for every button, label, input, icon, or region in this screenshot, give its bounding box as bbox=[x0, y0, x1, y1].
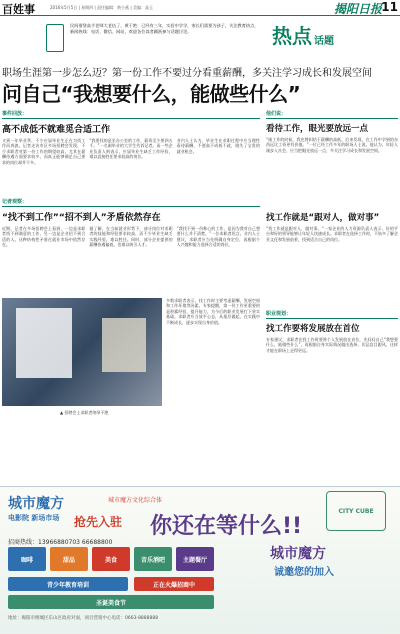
banner-topic-label: 话题 bbox=[314, 36, 334, 47]
ad-title: 城市魔方 bbox=[8, 496, 64, 512]
newspaper-brand: 揭阳日报 bbox=[333, 2, 382, 16]
city-cube-advert bbox=[0, 486, 400, 634]
section-body bbox=[266, 337, 398, 457]
main-column bbox=[2, 110, 260, 304]
body-column: “找工作就是跟对人，做对事。”一家企业的人力资源负责人表示，好的平台和好的领导能够让年轻人快速成长。求职者在选择工作时，不妨多了解企业文化和发展前景，找到适合自己的岗位。 bbox=[266, 226, 398, 242]
section-body bbox=[2, 138, 260, 194]
section-label: 职业规划： bbox=[266, 310, 398, 319]
page-header bbox=[0, 0, 400, 16]
body-column: “我要找的是坐办公室的工作，薪资至少要四五千。”一名刚毕业的大学生告诉记者。而一些企业负责人则表示，应届毕业生缺乏工作经验，难以直接胜任要求较高的岗位。 bbox=[89, 138, 173, 160]
banner-text: 民间借贷高手老师大老伍了，黄于艳：已经有三年，实验中学学，家长们需要为孩子，关注教育热点，新闻热线：电话、微信、网站，欢迎各位读者踊跃参与话题讨论。 bbox=[70, 23, 259, 34]
article-kicker: 职场生涯第一步怎么迈？第一份工作不要过分看重薪酬，多关注学习成长和发展空间 bbox=[2, 68, 372, 79]
section-label: 他们说： bbox=[266, 110, 398, 119]
body-column: 又到一年毕业季，不少应届毕业生正在为找工作而奔波。记者走访市区多场招聘会发现，不少求职者对第一份工作的期望较高，尤其在薪酬待遇方面要求较多，而真正能够满足自己要求的岗位却并不多。 bbox=[2, 138, 86, 165]
ad-category-tile: 美食 bbox=[92, 547, 130, 571]
section-label: 事件回放： bbox=[2, 110, 260, 119]
body-column: 近期，记者在多场招聘会上看到，一边是求职者找不到满意的工作，另一边是企业招不到合适的人。这种结构性矛盾在就业市场中依然存在。 bbox=[2, 226, 86, 248]
issue-meta: 2016年5月5日 | 星期四 | 责任编辑：黄小燕 | 美编：高玉 bbox=[50, 5, 153, 10]
ad-line: 电影院 新场市场 bbox=[8, 514, 60, 522]
section-title: 看待工作，眼光要放远一点 bbox=[266, 124, 369, 134]
ad-phone: 招商热线：13966880703 66688800 bbox=[8, 539, 113, 546]
ad-cta: 抢先入驻 bbox=[74, 515, 123, 529]
article-headline: 问自己“我想要什么，能做些什么” bbox=[2, 82, 301, 106]
body-column: “我找不到一份称心的工作，是因为我对自己想要什么并不清楚。”一位求职者坦言。业内人士建议，求职者应当先明确自身定位，再根据个人兴趣和能力选择合适的岗位。 bbox=[176, 226, 260, 248]
banner-decoration-icon bbox=[46, 24, 64, 52]
ad-right-subtitle: 诚邀您的加入 bbox=[274, 567, 334, 578]
section-body bbox=[266, 226, 398, 306]
ad-footer: 地址：揭阳市榕城区东山区政府对面，项目营销中心电话：0663-8888888 bbox=[8, 616, 159, 621]
body-column: 专家建议，求职者在找工作时要将个人发展放在首位，先问问自己“我想要什么，能做些什么”，再根据自身实际情况做出选择，切忌盲目跟风，这样才能在职场上走得更远。 bbox=[266, 337, 398, 353]
ad-category-tile: 甜品 bbox=[50, 547, 88, 571]
ad-category-tile: 主题餐厅 bbox=[176, 547, 214, 571]
section-title: 找工作要将发展放在首位 bbox=[266, 324, 360, 334]
ad-bar: 青少年教育培训 bbox=[8, 577, 128, 591]
ad-big-text: 你还在等什么!! bbox=[150, 514, 303, 539]
section-label: 记者观察： bbox=[2, 198, 260, 207]
job-fair-photo bbox=[2, 298, 162, 406]
ad-right-title: 城市魔方 bbox=[270, 546, 326, 562]
photo-sign-shape bbox=[102, 318, 146, 372]
section-title: 百姓事 bbox=[2, 3, 35, 16]
right-column bbox=[266, 110, 398, 457]
banner-hot-label: 热点 bbox=[272, 24, 312, 48]
ad-category-tile: 音乐酒吧 bbox=[134, 547, 172, 571]
city-cube-logo-icon: CITY CUBE bbox=[326, 491, 386, 531]
ad-bar: 正在火爆招商中 bbox=[134, 577, 214, 591]
body-column: 业内人士认为，毕业生在求职过程中应当理性看待薪酬，不要高不成低不就，错失了宝贵的就业机会。 bbox=[176, 138, 260, 154]
hot-topic-banner bbox=[40, 18, 398, 58]
photo-caption: ▲ 招聘会上求职者络绎不绝 bbox=[60, 410, 109, 415]
section-title: “找不到工作”“招不到人”矛盾依然存在 bbox=[2, 213, 161, 223]
section-body bbox=[2, 226, 260, 304]
body-column: 多数求职者表示，找工作时主要考虑薪酬、发展空间和工作环境等因素。专家提醒，第一份工作更重要的是积累经验、提升能力，为今后的职业发展打下坚实基础。求职者应当放平心态，从基层做起，在实践中不断成长，逐步实现自身价值。 bbox=[166, 298, 260, 325]
page-number: 11 bbox=[381, 0, 398, 14]
ad-bar: 圣诞美食节 bbox=[8, 595, 214, 609]
body-column: 据了解，在当前就业形势下，部分岗位对求职者的技能和经验要求较高，而不少毕业生缺乏实践经验，难以胜任。同时，部分企业提供的薪酬待遇偏低，也难以吸引人才。 bbox=[89, 226, 173, 248]
section-body bbox=[266, 137, 398, 207]
section-title: 找工作就是“跟对人，做对事” bbox=[266, 213, 380, 223]
photo-sign-shape bbox=[16, 308, 72, 378]
body-column: “刚工作的时候，我也曾纠结于薪酬的高低，后来发现，在工作中学到的东西远比工资更有价值。”一位已经工作多年的职场人士说。他认为，年轻人刚步入社会，应当把眼光放远一点，多关注学习成长和发展空间。 bbox=[266, 137, 398, 153]
ad-subtitle: 城市魔方文化综合体 bbox=[108, 497, 163, 504]
ad-category-tile: 咖啡 bbox=[8, 547, 46, 571]
section-title: 高不成低不就难觅合适工作 bbox=[2, 125, 111, 135]
